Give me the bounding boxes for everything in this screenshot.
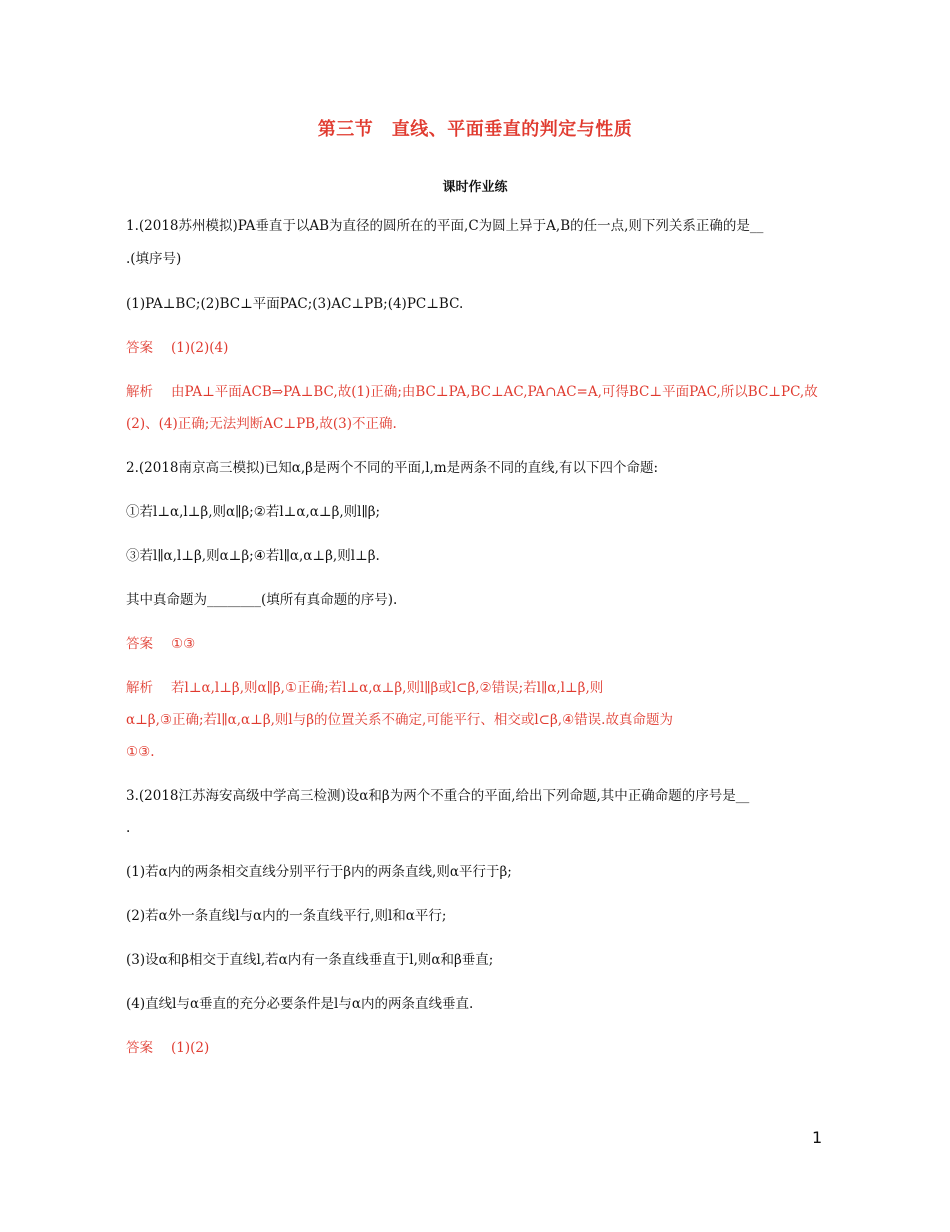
answer-value: ①③ [171, 636, 196, 652]
page-number: 1 [812, 1128, 823, 1147]
section-title: 第三节 直线、平面垂直的判定与性质 [317, 119, 633, 140]
answer-label: 答案 [126, 340, 153, 356]
question-2-analysis-line-2: α⊥β,③正确;若l∥α,α⊥β,则l与β的位置关系不确定,可能平行、相交或l⊂β,④错误.故真命题为 [126, 712, 673, 728]
question-3-item-4: (4)直线l与α垂直的充分必要条件是l与α内的两条直线垂直. [126, 996, 474, 1012]
question-1-options: (1)PA⊥BC;(2)BC⊥平面PAC;(3)AC⊥PB;(4)PC⊥BC. [126, 296, 464, 312]
question-2-stem-line-3: ③若l∥α,l⊥β,则α⊥β;④若l∥α,α⊥β,则l⊥β. [126, 548, 380, 564]
answer-value: (1)(2)(4) [171, 340, 229, 356]
answer-label: 答案 [126, 1040, 153, 1056]
question-2-stem-line-2: ①若l⊥α,l⊥β,则α∥β;②若l⊥α,α⊥β,则l∥β; [126, 504, 381, 520]
answer-value: (1)(2) [171, 1040, 210, 1056]
question-3-stem-line-2: . [126, 820, 131, 836]
question-3-item-2: (2)若α外一条直线l与α内的一条直线平行,则l和α平行; [126, 908, 447, 924]
analysis-text: 若l⊥α,l⊥β,则α∥β,①正确;若l⊥α,α⊥β,则l∥β或l⊂β,②错误;若l∥α,l⊥β,则 [171, 680, 604, 696]
answer-label: 答案 [126, 636, 153, 652]
question-3-item-1: (1)若α内的两条相交直线分别平行于β内的两条直线,则α平行于β; [126, 864, 512, 880]
question-1-answer [126, 338, 826, 358]
question-1-stem-line-2: .(填序号) [126, 251, 182, 267]
question-2-analysis-line-3: ①③. [126, 744, 155, 760]
question-2-stem-line-4: 其中真命题为________(填所有真命题的序号). [126, 592, 398, 608]
question-2-stem-line-1: 2.(2018南京高三模拟)已知α,β是两个不同的平面,l,m是两条不同的直线,有以下四个命题: [126, 460, 659, 476]
question-1-analysis-line-1 [126, 382, 826, 402]
question-3-stem-line-1: 3.(2018江苏海安高级中学高三检测)设α和β为两个不重合的平面,给出下列命题,其中正确命题的序号是__ [126, 788, 750, 804]
question-2-answer [126, 634, 826, 654]
question-3-answer [126, 1038, 826, 1058]
analysis-label: 解析 [126, 384, 153, 400]
question-1-stem-line-1: 1.(2018苏州模拟)PA垂直于以AB为直径的圆所在的平面,C为圆上异于A,B的任一点,则下列关系正确的是__ [126, 218, 764, 234]
section-subtitle: 课时作业练 [442, 180, 508, 195]
question-3-item-3: (3)设α和β相交于直线l,若α内有一条直线垂直于l,则α和β垂直; [126, 952, 494, 968]
analysis-text: 由PA⊥平面ACB⇒PA⊥BC,故(1)正确;由BC⊥PA,BC⊥AC,PA∩AC=A,可得BC⊥平面PAC,所以BC⊥PC,故 [171, 384, 818, 400]
question-2-analysis-line-1 [126, 678, 826, 698]
question-1-analysis-line-2: (2)、(4)正确;无法判断AC⊥PB,故(3)不正确. [126, 416, 397, 432]
analysis-label: 解析 [126, 680, 153, 696]
